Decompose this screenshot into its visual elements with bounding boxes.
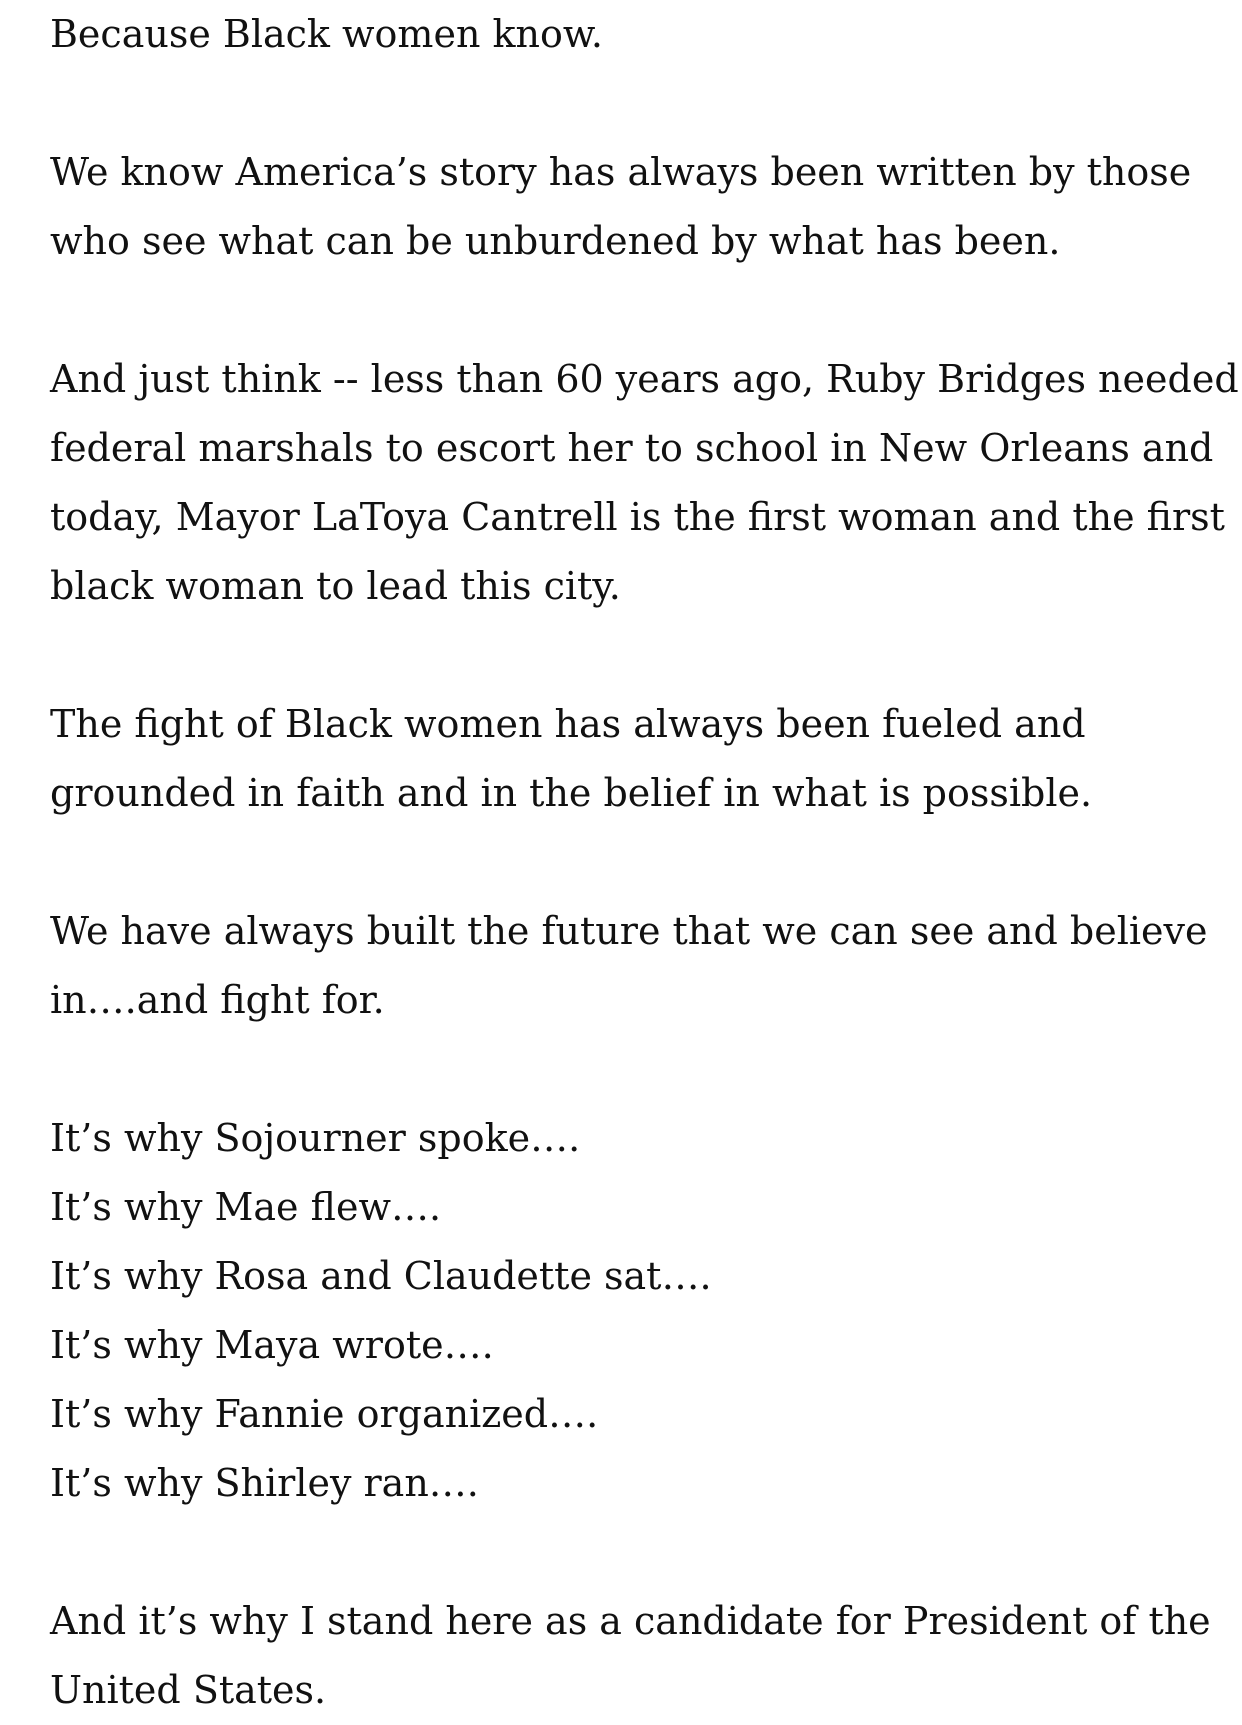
text-line: United States. (50, 1668, 327, 1712)
text-line: And it’s why I stand here as a candidate for President of the (50, 1599, 1211, 1643)
text-line: It’s why Mae flew…. (50, 1185, 442, 1229)
text-line: who see what can be unburdened by what has been. (50, 219, 1061, 263)
paragraph (50, 138, 1220, 276)
paragraph (50, 345, 1239, 621)
text-line: It’s why Maya wrote…. (50, 1323, 494, 1367)
paragraph-gap (50, 1518, 1220, 1587)
text-line: It’s why Rosa and Claudette sat…. (50, 1254, 712, 1298)
paragraph (50, 690, 1220, 828)
text-line: We know America’s story has always been written by those (50, 150, 1192, 194)
paragraph-gap (50, 828, 1220, 897)
text-line: The fight of Black women has always been fueled and (50, 702, 1086, 746)
text-line: today, Mayor LaToya Cantrell is the first woman and the first (50, 495, 1225, 539)
text-line: grounded in faith and in the belief in what is possible. (50, 771, 1093, 815)
text-line: It’s why Sojourner spoke…. (50, 1116, 581, 1160)
text-line: It’s why Fannie organized…. (50, 1392, 599, 1436)
paragraph-gap (50, 621, 1220, 690)
text-line: We have always built the future that we can see and believe (50, 909, 1208, 953)
paragraph (50, 1587, 1220, 1725)
text-line: in….and fight for. (50, 978, 385, 1022)
paragraph-gap (50, 276, 1220, 345)
text-line: black woman to lead this city. (50, 564, 621, 608)
paragraph (50, 897, 1220, 1035)
paragraph (50, 0, 1220, 69)
text-line: federal marshals to escort her to school in New Orleans and (50, 426, 1214, 470)
paragraph-gap (50, 1035, 1220, 1104)
text-line: Because Black women know. (50, 12, 603, 56)
paragraph (50, 1104, 1220, 1518)
text-line: And just think -- less than 60 years ago, Ruby Bridges needed (50, 357, 1239, 401)
paragraph-gap (50, 69, 1220, 138)
text-line: It’s why Shirley ran…. (50, 1461, 479, 1505)
speech-document (50, 0, 1239, 1725)
